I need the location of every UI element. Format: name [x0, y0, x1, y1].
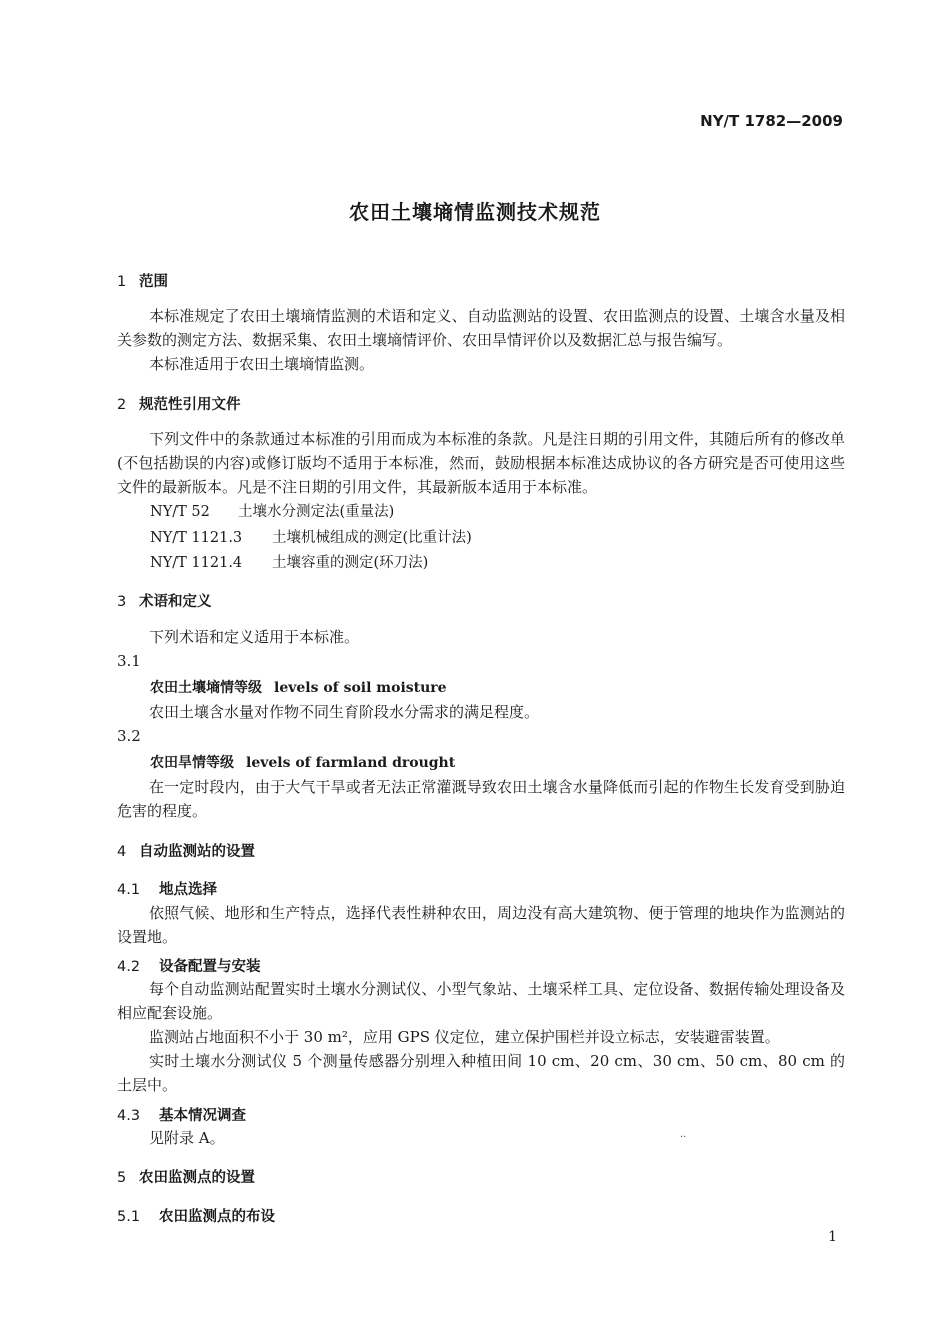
subsection-4-2-paragraph-1: 每个自动监测站配置实时土壤水分测试仪、小型气象站、土壤采样工具、定位设备、数据传输处理设备及相应配套设施。: [117, 980, 845, 1022]
section-number: 2: [117, 397, 127, 413]
subsection-4-3-heading: [117, 1104, 246, 1125]
section-3-heading: [117, 590, 212, 611]
section-number: 5: [117, 1170, 127, 1186]
page-number: 1: [828, 1229, 837, 1245]
subsection-title: 地点选择: [159, 882, 217, 898]
subsection-title: 农田监测点的布设: [159, 1209, 275, 1225]
section-3-paragraph-1: 下列术语和定义适用于本标准。: [149, 628, 360, 646]
section-title: 规范性引用文件: [139, 397, 241, 413]
section-1-heading: [117, 270, 168, 291]
section-number: 4: [117, 844, 127, 860]
subsection-number: 4.3: [117, 1108, 141, 1124]
subsection-4-2-paragraph-2: 监测站占地面积不小于 30 m²，应用 GPS 仪定位，建立保护围栏并设立标志，安装避雷装置。: [149, 1028, 780, 1046]
reference-code: NY/T 1121.4: [150, 555, 243, 571]
subsection-number: 4.1: [117, 882, 141, 898]
reference-item: [150, 526, 472, 547]
reference-item: [150, 500, 394, 521]
subsection-4-1-heading: [117, 878, 217, 899]
reference-code: NY/T 52: [150, 504, 210, 520]
stray-mark: ..: [680, 1129, 687, 1140]
subsection-number: 4.2: [117, 959, 141, 975]
subsection-5-1-heading: [117, 1205, 275, 1226]
section-4-heading: [117, 840, 255, 861]
term-chinese: 农田土壤墒情等级: [150, 680, 262, 696]
subsection-title: 基本情况调查: [159, 1108, 246, 1124]
section-1-paragraph-2: 本标准适用于农田土壤墒情监测。: [149, 355, 375, 373]
term-number: 3.2: [117, 727, 141, 745]
reference-title: 土壤容重的测定(环刀法): [272, 555, 429, 571]
standard-code: NY/T 1782—2009: [700, 112, 843, 130]
section-5-heading: [117, 1166, 255, 1187]
reference-title: 土壤水分测定法(重量法): [238, 504, 395, 520]
subsection-number: 5.1: [117, 1209, 141, 1225]
term-number: 3.1: [117, 652, 141, 670]
reference-item: [150, 551, 428, 572]
reference-code: NY/T 1121.3: [150, 530, 243, 546]
section-title: 术语和定义: [139, 594, 212, 610]
subsection-4-1-paragraph-1: 依照气候、地形和生产特点，选择代表性耕种农田，周边没有高大建筑物、便于管理的地块作为监测站的设置地。: [117, 904, 845, 946]
subsection-4-2-paragraph-3: 实时土壤水分测试仪 5 个测量传感器分别埋入种植田间 10 cm、20 cm、30 cm、50 cm、80 cm 的土层中。: [117, 1052, 845, 1094]
section-2-paragraph-1: 下列文件中的条款通过本标准的引用而成为本标准的条款。凡是注日期的引用文件，其随后所有的修改单(不包括勘误的内容)或修订版均不适用于本标准，然而，鼓励根据本标准达成协议的各方研究是否可使用这些文件的最新版本。凡是不注日期的引用文件，其最新版本适用于本标准。: [117, 430, 845, 496]
section-1-paragraph-1: 本标准规定了农田土壤墒情监测的术语和定义、自动监测站的设置、农田监测点的设置、土壤含水量及相关参数的测定方法、数据采集、农田土壤墒情评价、农田旱情评价以及数据汇总与报告编写。: [117, 307, 845, 349]
section-title: 自动监测站的设置: [139, 844, 255, 860]
section-number: 3: [117, 594, 127, 610]
section-title: 范围: [139, 274, 168, 290]
term-definition: 农田土壤含水量对作物不同生育阶段水分需求的满足程度。: [149, 703, 540, 721]
term-heading: [150, 677, 447, 697]
subsection-4-3-paragraph-1: 见附录 A。: [149, 1129, 225, 1147]
term-definition: 在一定时段内，由于大气干旱或者无法正常灌溉导致农田土壤含水量降低而引起的作物生长发育受到胁迫危害的程度。: [117, 778, 845, 820]
subsection-4-2-heading: [117, 955, 261, 976]
term-english: levels of farmland drought: [246, 755, 456, 771]
reference-title: 土壤机械组成的测定(比重计法): [272, 530, 472, 546]
section-title: 农田监测点的设置: [139, 1170, 255, 1186]
document-title: 农田土壤墒情监测技术规范: [349, 200, 601, 224]
term-heading: [150, 752, 455, 772]
term-english: levels of soil moisture: [274, 680, 447, 696]
section-number: 1: [117, 274, 127, 290]
subsection-title: 设备配置与安装: [159, 959, 261, 975]
section-2-heading: [117, 393, 241, 414]
term-chinese: 农田旱情等级: [150, 755, 234, 771]
